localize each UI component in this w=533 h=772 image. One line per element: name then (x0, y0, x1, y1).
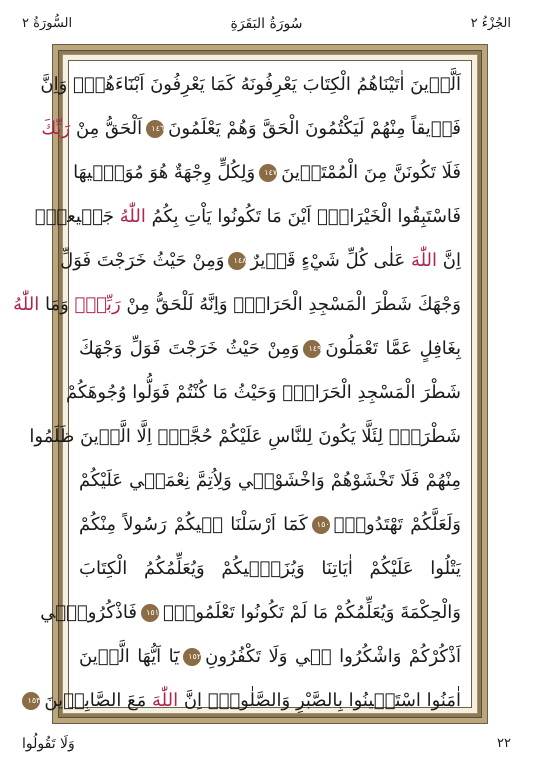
verse-text: يَٓا اَيُّهَا الَّذ۪ينَ (79, 646, 180, 667)
verse-text: يَتْلُوا عَلَيْكُمْ اٰيَاتِنَا وَيُزَكّ۪يكُمْ وَيُعَلِّمُكُمُ الْكِتَابَ (79, 558, 461, 579)
ayah-number-marker: ١٤٩ (303, 340, 321, 358)
ayah-number-marker: ١٥٣ (22, 692, 40, 710)
verse-text: اٰمَنُوا اسْتَع۪ينُوا بِالصَّبْرِ وَالصَّلٰوةِۜ اِنَّ (178, 690, 461, 711)
ayah-number-marker: ١٥٢ (183, 648, 201, 666)
juz-label: الجُزْءُ ٢ (470, 16, 511, 31)
verse-text: اِنَّ (437, 250, 461, 271)
verse-text: شَطْرَهُۙ لِئَلَّا يَكُونَ لِلنَّاسِ عَلَيْكُمْ حُجَّةٌۗ اِلَّا الَّذ۪ينَ ظَلَمُوا (29, 426, 461, 447)
surah-number-label: السُّورَةُ ٢ (22, 16, 73, 31)
verse-line (79, 327, 461, 371)
verse-text: وَمِنْ حَيْثُ خَرَجْتَ فَوَلِّ (60, 250, 225, 271)
verse-text: شَطْرَ الْمَسْجِدِ الْحَرَامِۜ وَحَيْثُ مَا كُنْتُمْ فَوَلُّوا وُجُوهَكُمْ (66, 382, 461, 403)
surah-title: سُورَةُ البَقَرَةِ (230, 16, 303, 32)
divine-name: اللّٰهَ (152, 690, 179, 711)
verse-line (40, 63, 461, 107)
divine-name: رَبِّكَۜ (74, 294, 121, 315)
verse-text: مَعَ الصَّابِر۪ينَ (44, 690, 152, 711)
verse-line (73, 151, 461, 195)
page-header (22, 12, 511, 38)
verse-text: مِنْهُمْ فَلَا تَخْشَوْهُمْ وَاخْشَوْن۪ي وَلِاُتِمَّ نِعْمَت۪ي عَلَيْكُمْ (79, 470, 461, 491)
ayah-number-marker: ١٥١ (141, 604, 159, 622)
ayah-number-marker: ١٤٨ (228, 252, 246, 270)
verse-line (34, 195, 461, 239)
verse-line (27, 679, 461, 723)
divine-name: اللّٰهَ (410, 250, 438, 271)
verse-text: فَاسْتَبِقُوا الْخَيْرَاتِۜ اَيْنَ مَا تَكُونُوا يَاْتِ بِكُمُ (145, 206, 461, 227)
frame-border (13, 50, 482, 718)
verse-line (79, 503, 461, 547)
ayah-number-marker: ١٥٠ (312, 516, 330, 534)
verse-line (29, 415, 461, 459)
verse-text: وَالْحِكْمَةَ وَيُعَلِّمُكُمْ مَا لَمْ تَكُونُوا تَعْلَمُونَۜ (163, 602, 461, 623)
verse-text: جَم۪يعاًۜ (34, 206, 120, 227)
ayah-number-marker: ١٤٦ (146, 120, 164, 138)
verse-line (79, 547, 461, 591)
verse-text: وَلِكُلٍّ وِجْهَةٌ هُوَ مُوَلّ۪يهَا (73, 162, 256, 183)
verse-text: وَلَعَلَّكُمْ تَهْتَدُونَۙ (333, 514, 461, 535)
verse-line (40, 591, 461, 635)
ayah-number-marker: ١٤٧ (259, 164, 277, 182)
verse-line (79, 635, 461, 679)
ornamental-frame (13, 44, 488, 724)
verse-text: فَاذْكُرُون۪ٓي (40, 602, 138, 623)
divine-name: اللّٰهُ (119, 206, 146, 227)
verse-text: اَذْكُرْكُمْ وَاشْكُرُوا ل۪ي وَلَا تَكْفُرُونِ (205, 646, 462, 667)
verse-line (13, 283, 461, 327)
verse-text: وَجْهَكَ شَطْرَ الْمَسْجِدِ الْحَرَامِۜ وَاِنَّهُ لَلْحَقُّ مِنْ (120, 294, 461, 315)
catchword: وَلَا تَقُولُوا (22, 736, 75, 752)
verse-text: اَلَّذ۪ينَ اٰتَيْنَاهُمُ الْكِتَابَ يَعْرِفُونَهُ كَمَا يَعْرِفُونَ اَبْنَٓاءَهُمْۜ وَاِنَّ (40, 74, 461, 95)
quran-text-area (13, 60, 472, 711)
verse-text: اَلْحَقُّ مِنْ (70, 118, 143, 139)
verse-line (66, 371, 461, 415)
divine-name: رَبِّكَ (41, 118, 71, 139)
verse-line (60, 239, 461, 283)
verse-text: وَمِنْ حَيْثُ خَرَجْتَ فَوَلِّ وَجْهَكَ (79, 338, 300, 359)
verse-line (79, 459, 461, 503)
page-number: ٢٢ (497, 736, 511, 751)
verse-text: وَمَا (39, 294, 75, 315)
frame-inner-border (13, 54, 478, 714)
verse-line (41, 107, 461, 151)
page-footer (22, 734, 511, 758)
verse-text: بِغَافِلٍ عَمَّا تَعْمَلُونَ (325, 338, 461, 359)
verse-text: عَلٰى كُلِّ شَيْءٍ قَد۪يرٌ (250, 250, 411, 271)
verse-text: كَمَٓا اَرْسَلْنَا ف۪يكُمْ رَسُولاً مِنْكُمْ (79, 514, 308, 535)
verse-text: فَلَا تَكُونَنَّ مِنَ الْمُمْتَر۪ينَ (281, 162, 461, 183)
divine-name: اللّٰهُ (13, 294, 40, 315)
verse-text: فَر۪يقاً مِنْهُمْ لَيَكْتُمُونَ الْحَقَّ وَهُمْ يَعْلَمُونَ (168, 118, 461, 139)
